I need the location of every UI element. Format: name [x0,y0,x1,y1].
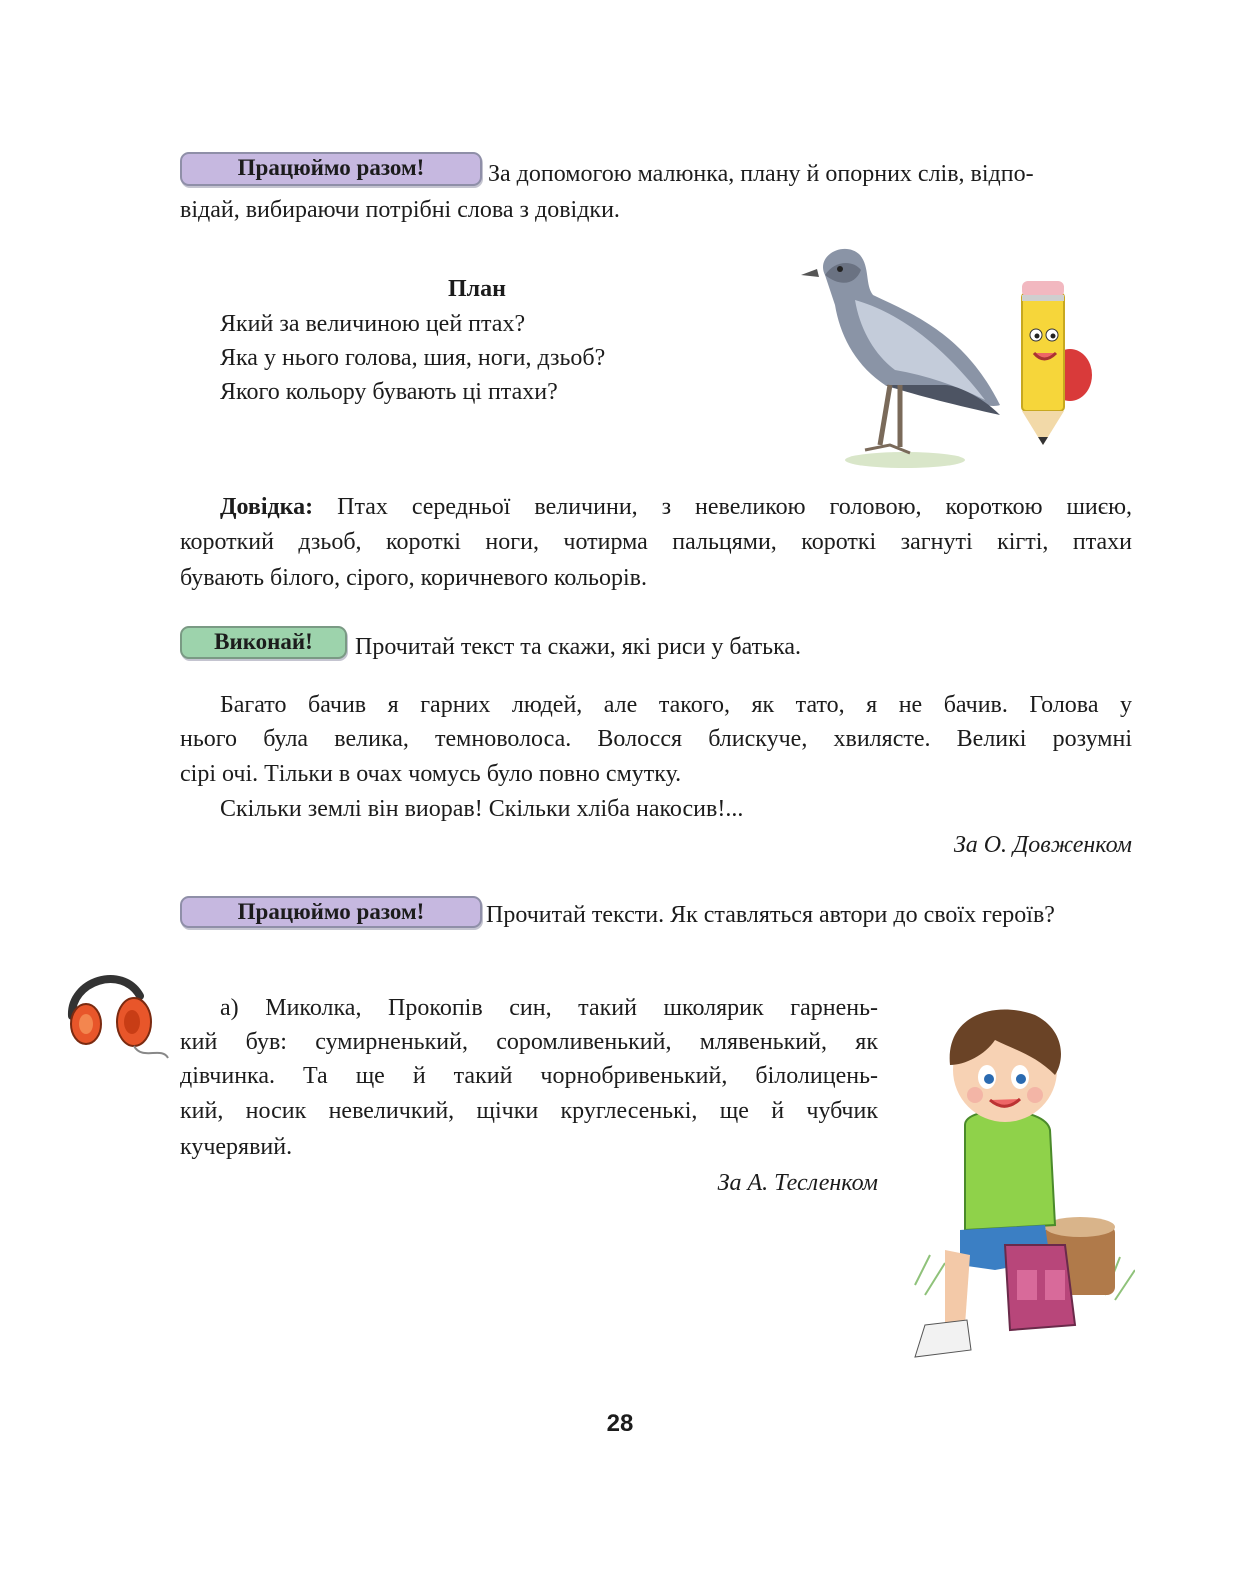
reference-line3: бувають білого, сірого, коричневого кольорів. [180,565,647,591]
reference-line2: короткий дзьоб, короткі ноги, чотирма пальцями, короткі загнуті кігті, птахи [180,529,1132,555]
plan-title: План [448,276,506,302]
section2-text-line2: нього була велика, темноволоса. Волосся блискуче, хвилясте. Великі розумні [180,726,1132,752]
section3-text-line2: кий був: сумирненький, соромливенький, млявенький, як [180,1029,878,1055]
section2-text-line4: Скільки землі він виорав! Скільки хліба накосив!... [220,796,744,822]
section1-intro-line2: відай, вибираючи потрібні слова з довідки. [180,197,620,223]
section2-text-line1: Багато бачив я гарних людей, але такого, як тато, я не бачив. Голова у [220,692,1132,718]
reference-label: Довідка: [220,494,314,520]
plan-question-3: Якого кольору бувають ці птахи? [220,379,558,405]
section2-instruction: Прочитай текст та скажи, які риси у батька. [355,634,802,660]
badge-work-together-2: Працюймо разом! [180,896,482,928]
section2-text-line3: сірі очі. Тільки в очах чомусь було повно смутку. [180,761,682,787]
section3-text-line1: а) Миколка, Прокопів син, такий школярик гарнень- [220,995,878,1021]
pencil-mascot-illustration [1012,275,1092,447]
pigeon-illustration [795,235,1010,470]
headphones-icon [62,966,170,1064]
section3-text-line5: кучерявий. [180,1134,293,1160]
section3-instruction: Прочитай тексти. Як ставляться автори до своїх героїв? [486,902,1055,928]
badge-work-together: Працюймо разом! [180,152,482,186]
section3-text-line4: кий, носик невеличкий, щічки круглесенькі, ще й чубчик [180,1098,878,1124]
plan-question-2: Яка у нього голова, шия, ноги, дзьоб? [220,345,606,371]
page-number: 28 [606,1410,634,1437]
plan-question-1: Який за величиною цей птах? [220,311,526,337]
badge-do-it: Виконай! [180,626,347,659]
section2-author: За О. Довженком [953,832,1132,858]
section3-author: За А. Тесленком [717,1170,878,1196]
boy-illustration [905,995,1135,1370]
section3-text-line3: дівчинка. Та ще й такий чорнобривенький, білолицень- [180,1063,878,1089]
section1-intro-line1: За допомогою малюнка, плану й опорних слів, відпо- [488,161,1034,187]
reference-text-1: Птах середньої величини, з невеликою головою, короткою шиєю, [337,494,1133,520]
reference-line1 [180,490,1132,524]
